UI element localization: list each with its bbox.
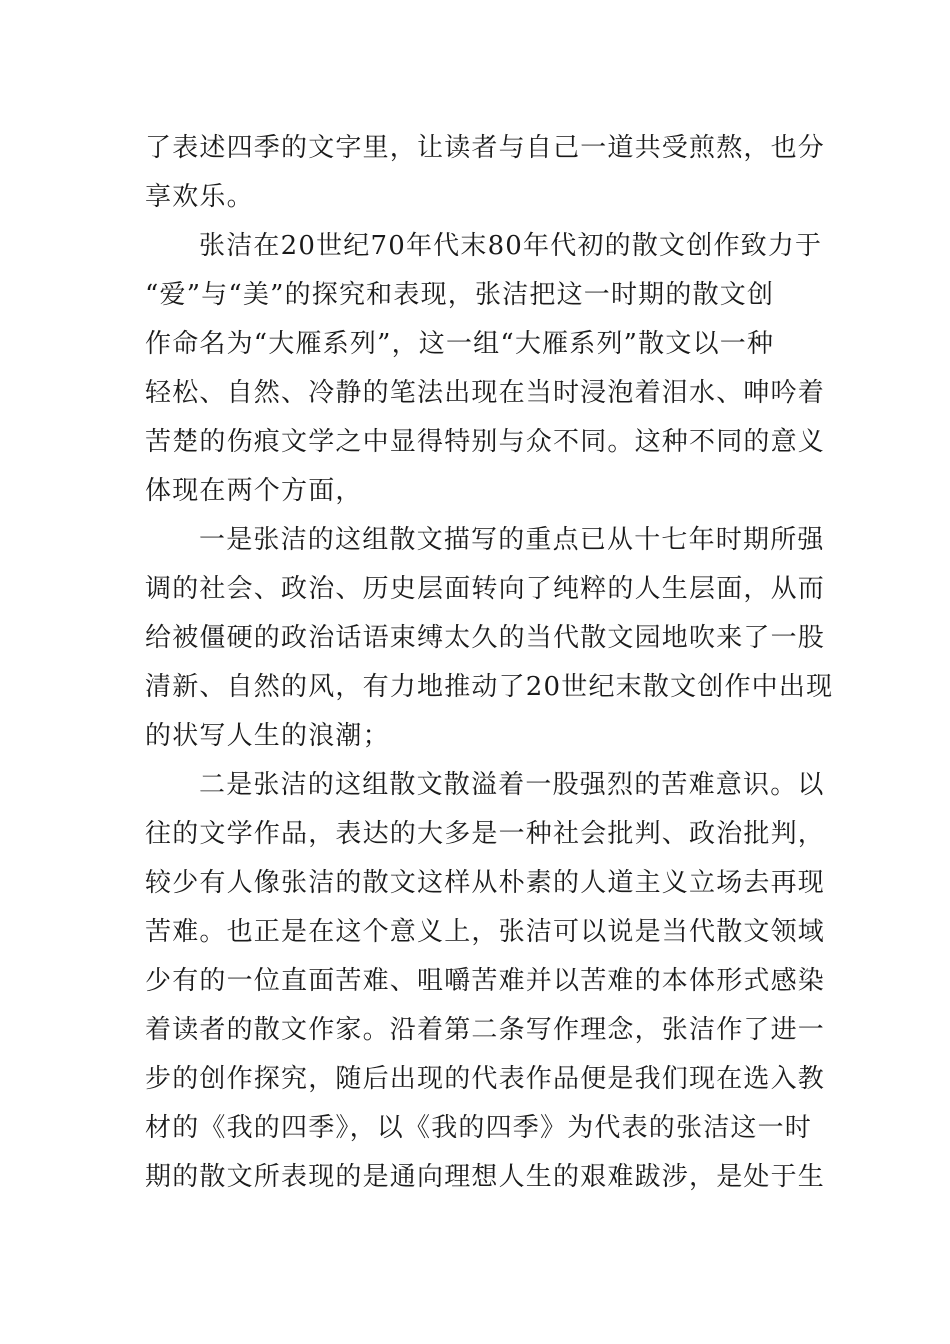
text-line: 享欢乐。 [145, 182, 254, 212]
text-line: 张洁在20世纪70年代末80年代初的散文创作致力于 [199, 231, 823, 261]
text-line: 清新、自然的风，有力地推动了20世纪末散文创作中出现 [145, 672, 834, 702]
text-line: 材的《我的四季》，以《我的四季》为代表的张洁这一时 [145, 1113, 813, 1143]
text-line: 苦难。也正是在这个意义上，张洁可以说是当代散文领域 [145, 917, 826, 947]
text-line: 调的社会、政治、历史层面转向了纯粹的人生层面，从而 [145, 574, 826, 604]
text-line: 体现在两个方面， [145, 476, 363, 506]
text-line: 轻松、自然、冷静的笔法出现在当时浸泡着泪水、呻吟着 [145, 378, 826, 408]
text-line: 苦楚的伤痕文学之中显得特别与众不同。这种不同的意义 [145, 427, 826, 457]
text-line: 了表述四季的文字里，让读者与自己一道共受煎熬，也分 [145, 133, 826, 163]
text-line: 着读者的散文作家。沿着第二条写作理念，张洁作了进一 [145, 1015, 826, 1045]
text-line: 作命名为“大雁系列”，这一组“大雁系列”散文以一种 [145, 329, 775, 359]
text-line: 期的散文所表现的是通向理想人生的艰难跋涉，是处于生 [145, 1162, 826, 1192]
body-text [145, 124, 834, 1202]
text-line: 少有的一位直面苦难、咀嚼苦难并以苦难的本体形式感染 [145, 966, 826, 996]
text-line: “爱”与“美”的探究和表现，张洁把这一时期的散文创 [145, 280, 775, 310]
text-line: 较少有人像张洁的散文这样从朴素的人道主义立场去再现 [145, 868, 826, 898]
text-line: 的状写人生的浪潮； [145, 721, 390, 751]
text-line: 步的创作探究，随后出现的代表作品便是我们现在选入教 [145, 1064, 826, 1094]
text-line: 一是张洁的这组散文描写的重点已从十七年时期所强 [199, 525, 825, 555]
text-line: 给被僵硬的政治话语束缚太久的当代散文园地吹来了一股 [145, 623, 826, 653]
text-line: 二是张洁的这组散文散溢着一股强烈的苦难意识。以 [199, 770, 825, 800]
text-line: 往的文学作品，表达的大多是一种社会批判、政治批判， [145, 819, 826, 849]
